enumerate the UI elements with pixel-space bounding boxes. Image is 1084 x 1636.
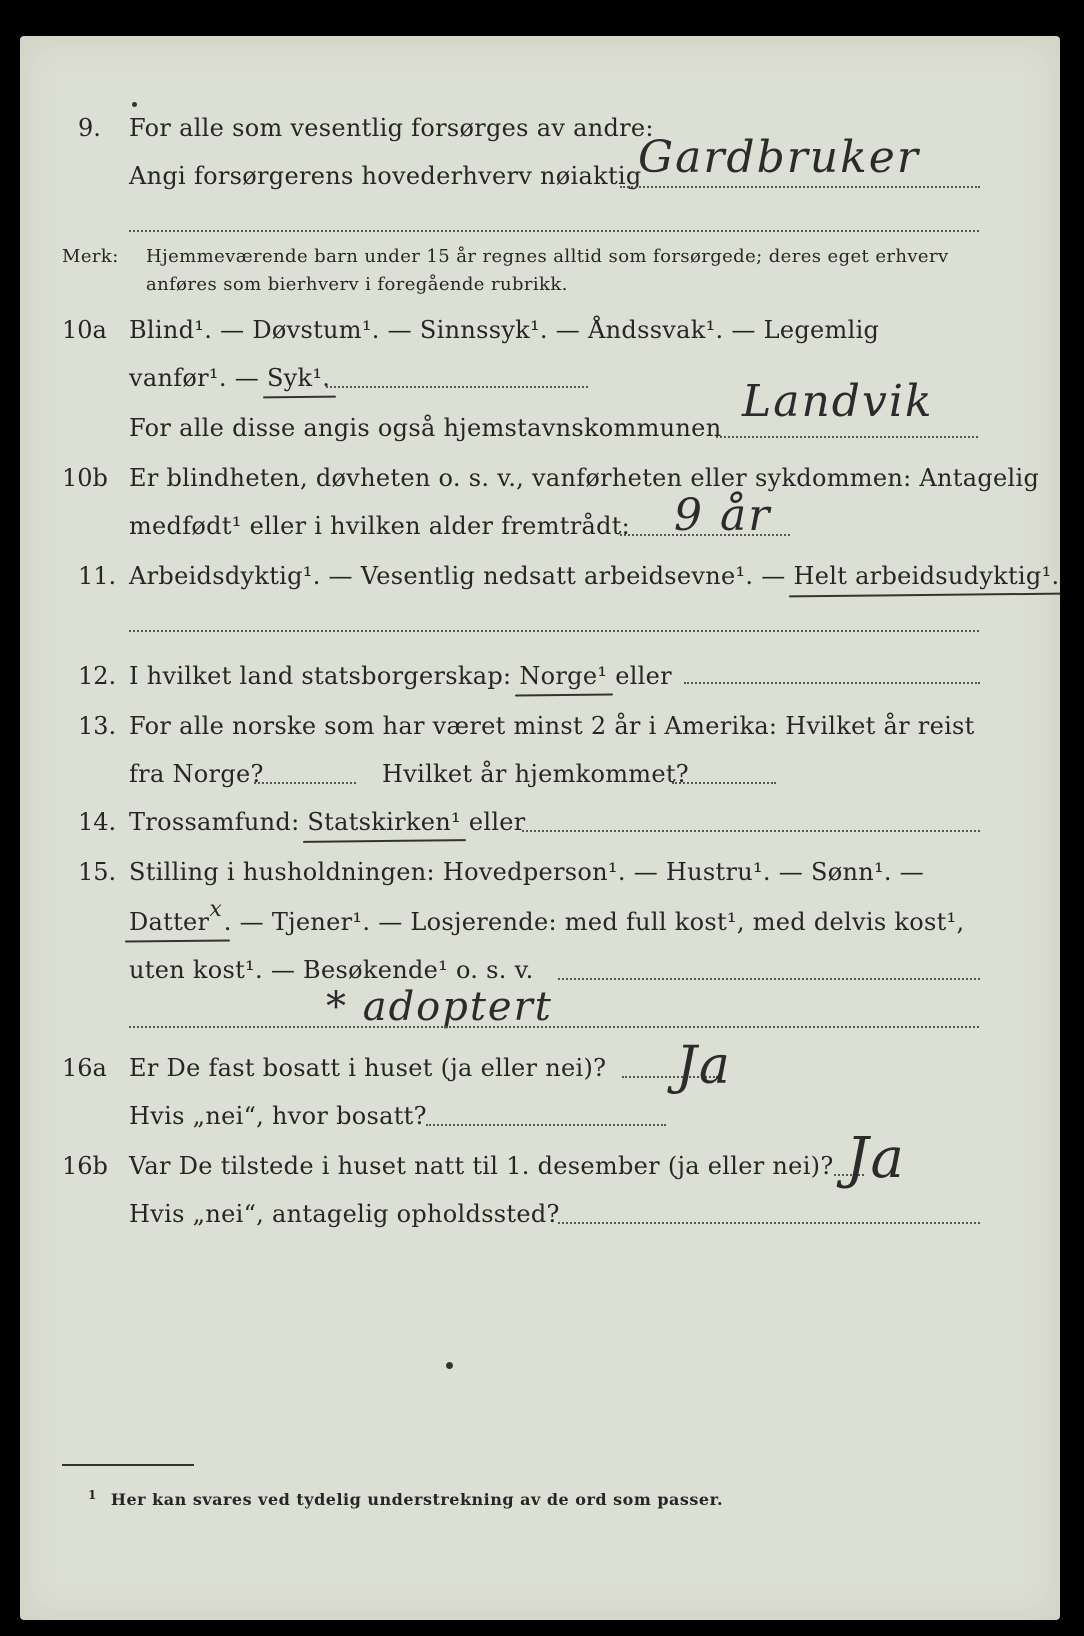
q12-number: 12.	[78, 662, 117, 690]
q9-number: 9.	[78, 114, 101, 142]
q15-number: 15.	[78, 858, 117, 886]
ink-speck	[446, 1362, 453, 1369]
q10a-line1: Blind¹. — Døvstum¹. — Sinnssyk¹. — Åndssvak¹. — Legemlig	[129, 316, 880, 344]
q12-underlined-choice: Norge¹	[519, 662, 608, 690]
merk-line1: Hjemmeværende barn under 15 år regnes alltid som forsørgede; deres eget erhverv	[146, 246, 949, 267]
q12-suffix: eller	[615, 662, 672, 690]
q13-line2a: fra Norge?	[129, 760, 264, 788]
q10a-line2-prefix: vanfør¹. —	[129, 364, 267, 392]
ink-speck	[132, 102, 137, 107]
q12-answer-line	[684, 682, 980, 684]
merk-line2: anføres som bierhverv i foregående rubrikk.	[146, 274, 568, 295]
footnote-rule	[62, 1464, 194, 1466]
q16a-number: 16a	[62, 1054, 107, 1082]
q16a-line1: Er De fast bosatt i huset (ja eller nei)?	[129, 1054, 607, 1082]
census-form-page	[20, 36, 1060, 1620]
q16b-opholdssted-line	[558, 1222, 980, 1224]
q15-datter-text: Datter	[129, 908, 210, 936]
q13-hjemkommet-line	[672, 782, 776, 784]
merk-label: Merk:	[62, 246, 119, 267]
q13-line1: For alle norske som har været minst 2 år i Amerika: Hvilket år reist	[129, 712, 975, 740]
q9-line2: Angi forsørgerens hovederhverv nøiaktig	[129, 162, 642, 190]
q14-answer-line	[522, 830, 980, 832]
q14-underlined-choice: Statskirken¹	[307, 808, 461, 836]
q16b-line2: Hvis „nei“, antagelig opholdssted?	[129, 1200, 560, 1228]
q13-number: 13.	[78, 712, 117, 740]
q10b-answer-handwritten: 9 år	[674, 490, 772, 541]
q13-reist-line	[254, 782, 356, 784]
q15-line1: Stilling i husholdningen: Hovedperson¹. — Hustru¹. — Sønn¹. —	[129, 858, 925, 886]
q15-datter-underlined	[129, 897, 224, 936]
q10a-syk-underlined: Syk¹.	[266, 364, 331, 392]
q11-extra-line	[129, 630, 979, 632]
q15-datter-mark: x	[209, 897, 224, 922]
q12-prefix: I hvilket land statsborgerskap:	[129, 662, 512, 690]
q15-answer-line	[558, 978, 980, 980]
q15-extra-line	[129, 1026, 979, 1028]
q13-line2b: Hvilket år hjemkommet?	[382, 760, 689, 788]
q10a-syk-line	[326, 386, 588, 388]
q15-answer-handwritten: * adoptert	[326, 984, 553, 1030]
q12-line	[129, 662, 672, 690]
q10b-line2: medfødt¹ eller i hvilken alder fremtrådt:	[129, 512, 631, 540]
q16b-number: 16b	[62, 1152, 108, 1180]
q14-line	[129, 808, 526, 836]
q11-number: 11.	[78, 562, 117, 590]
q14-prefix: Trossamfund:	[129, 808, 300, 836]
footnote-text: Her kan svares ved tydelig understrekning av de ord som passer.	[110, 1490, 724, 1509]
q11-line	[129, 562, 1059, 590]
q16a-answer-handwritten: Ja	[676, 1036, 732, 1096]
q14-number: 14.	[78, 808, 117, 836]
q9-answer-line	[620, 186, 980, 188]
q14-suffix: eller	[468, 808, 526, 836]
q16b-line1: Var De tilstede i huset natt til 1. desember (ja eller nei)?	[129, 1152, 834, 1180]
q10a-line2	[129, 364, 330, 392]
q10a-line3: For alle disse angis også hjemstavnskommunen	[129, 414, 722, 442]
q10a-answer-handwritten: Landvik	[742, 376, 934, 427]
q15-line2-rest: . — Tjener¹. — Losjerende: med full kost¹, med delvis kost¹,	[223, 908, 965, 936]
q10b-line1: Er blindheten, døvheten o. s. v., vanførheten eller sykdommen: Antagelig	[129, 464, 1040, 492]
footnote-mark: 1	[88, 1488, 97, 1502]
q16a-line2: Hvis „nei“, hvor bosatt?	[129, 1102, 427, 1130]
q11-underlined-choice: Helt arbeidsudyktig¹.	[793, 562, 1060, 590]
q15-line2	[129, 897, 965, 936]
q11-prefix: Arbeidsdyktig¹. — Vesentlig nedsatt arbeidsevne¹. —	[129, 562, 794, 590]
q9-answer-handwritten: Gardbruker	[638, 132, 920, 183]
q10b-number: 10b	[62, 464, 108, 492]
q16a-bosatt-line	[426, 1124, 666, 1126]
q9-line1: For alle som vesentlig forsørges av andre:	[129, 114, 654, 142]
q10a-answer-line	[716, 436, 978, 438]
q9-extra-line	[129, 230, 979, 232]
q16b-answer-handwritten: Ja	[846, 1126, 906, 1191]
q10a-number: 10a	[62, 316, 107, 344]
footnote	[88, 1488, 724, 1509]
q15-line3: uten kost¹. — Besøkende¹ o. s. v.	[129, 956, 534, 984]
